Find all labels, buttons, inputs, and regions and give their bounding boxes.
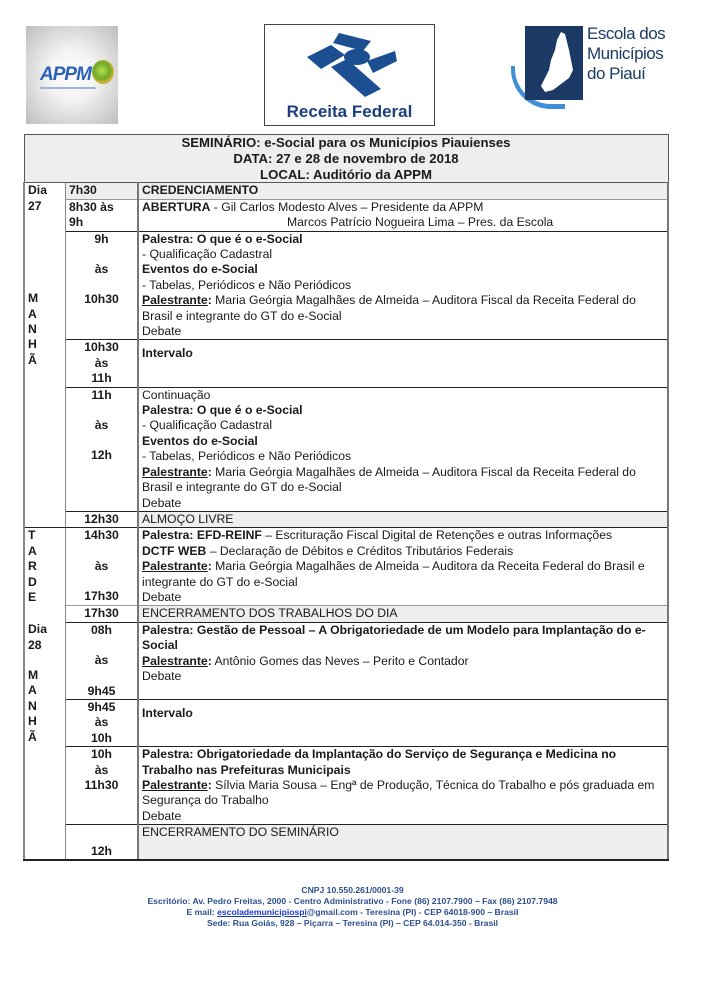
seminar-date: DATA: 27 e 28 de novembro de 2018 xyxy=(233,150,459,166)
time-cell: 12h xyxy=(66,825,139,861)
speaker-text: Maria Geórgia Magalhães de Almeida – Auditora da Receita Federal do Brasil e integrante do GT do e-Social xyxy=(142,559,645,589)
day-number-text: 28 xyxy=(28,637,42,652)
table-row-palestra xyxy=(24,747,668,825)
time-end: 10h xyxy=(90,730,112,745)
escola-logo-line: Municípios xyxy=(587,44,664,63)
activity-cell: ALMOÇO LIVRE xyxy=(138,511,668,527)
time-start: 11h xyxy=(91,387,112,402)
palestra-title: Palestra: Gestão de Pessoal – A Obrigatoriedade de um Modelo para Implantação do e-Social xyxy=(142,622,646,653)
day-label-text: Dia xyxy=(28,183,47,198)
table-row-palestra xyxy=(24,387,668,511)
palestra-title: Palestra: EFD-REINF xyxy=(142,528,262,543)
continuation-text: Continuação xyxy=(142,387,211,402)
footer-contact xyxy=(0,885,705,929)
palestra-title: Palestra: O que é o e-Social xyxy=(142,403,303,418)
palestra-subtitle: Eventos do e-Social xyxy=(142,262,258,277)
time-cell: 17h30 xyxy=(66,606,139,622)
piaui-map-icon xyxy=(531,30,579,96)
time-cell: 12h30 xyxy=(66,511,139,527)
receita-federal-logo xyxy=(264,24,435,126)
debate-text: Debate xyxy=(142,324,182,339)
debate-text: Debate xyxy=(142,589,182,604)
table-row-encerramento-dia xyxy=(24,606,668,622)
period-letter: M xyxy=(28,668,39,683)
period-letter: H xyxy=(28,714,37,729)
period-letter: N xyxy=(28,321,37,336)
time-start: 08h xyxy=(90,622,112,637)
day-cell-empty xyxy=(24,511,66,527)
time-cell xyxy=(66,387,139,511)
time-cell xyxy=(66,622,139,699)
period-letter: Ã xyxy=(28,352,37,367)
appm-emblem-icon xyxy=(92,60,114,84)
time-separator: às xyxy=(94,355,109,370)
appm-logo xyxy=(26,26,118,124)
time-cell xyxy=(66,699,139,746)
schedule-header-row xyxy=(24,135,668,183)
palestra-title: Palestra: Obrigatoriedade da Implantação do Serviço de Segurança e Medicina no Trabalho nas Prefeituras Municipais xyxy=(142,747,617,777)
activity-cell: ENCERRAMENTO DO SEMINÁRIO xyxy=(138,825,668,861)
footer-cnpj: CNPJ 10.550.261/0001-39 xyxy=(301,885,404,895)
seminar-location: LOCAL: Auditório da APPM xyxy=(260,166,432,182)
day-28-label xyxy=(24,622,66,860)
debate-text: Debate xyxy=(142,668,182,683)
activity-cell: Intervalo xyxy=(138,340,668,387)
time-separator: às xyxy=(94,715,109,730)
speaker-text: Maria Geórgia Magalhães de Almeida – Auditora Fiscal da Receita Federal do Brasil e integrante do GT do e-Social xyxy=(142,464,636,495)
debate-text: Debate xyxy=(142,495,182,510)
escola-logo-line: do Piauí xyxy=(587,64,646,83)
period-letter: A xyxy=(28,683,37,698)
palestra-title: Palestra: O que é o e-Social xyxy=(142,231,303,246)
time-end: 10h30 xyxy=(84,292,119,307)
palestra-item: - Tabelas, Periódicos e Não Periódicos xyxy=(142,449,352,464)
period-letter: N xyxy=(28,698,37,713)
period-letter: A xyxy=(28,543,37,558)
period-letter: T xyxy=(28,528,36,543)
time-end: 11h30 xyxy=(84,778,119,793)
time-cell xyxy=(66,528,139,606)
seminar-title: SEMINÁRIO: e-Social para os Municípios Piauienses xyxy=(181,135,511,150)
activity-cell: CREDENCIAMENTO xyxy=(138,183,668,199)
speaker-label: Palestrante xyxy=(142,778,208,793)
footer-headquarters-address: Sede: Rua Goiás, 928 – Piçarra – Teresina (PI) – CEP 64.014-350 - Brasil xyxy=(206,918,499,928)
day-label-text: Dia xyxy=(28,622,47,637)
speaker-label: Palestrante xyxy=(142,293,208,308)
time-separator: às xyxy=(94,653,109,668)
table-row-palestra xyxy=(24,622,668,699)
escola-municipios-logo xyxy=(509,24,666,116)
abertura-speaker-1: - Gil Carlos Modesto Alves – Presidente da APPM xyxy=(210,199,484,214)
table-row-intervalo xyxy=(24,699,668,746)
palestra-item: - Qualificação Cadastral xyxy=(142,418,273,433)
abertura-speaker-2: Marcos Patrício Nogueira Lima – Pres. da Escola xyxy=(287,215,554,230)
escola-logo-text xyxy=(587,24,665,84)
activity-cell: Palestra: EFD-REINF – Escrituração Fiscal Digital de Retenções e outras Informações DCTF WEB – Declaração de Débitos e Créditos Tributários Federais Palestrante: Maria Geórgia Magalhães de Almeida – Auditora da Receita Federal do Brasil e integrante do GT do e-Social Debate xyxy=(138,528,668,606)
palestra-item: - Tabelas, Periódicos e Não Periódicos xyxy=(142,277,352,292)
speaker-label: Palestrante xyxy=(142,464,208,479)
table-row-credenciamento xyxy=(24,183,668,199)
time-separator: às xyxy=(94,558,109,573)
table-row-intervalo xyxy=(24,340,668,387)
receita-federal-logo-text: Receita Federal xyxy=(286,102,413,121)
time-start: 10h xyxy=(90,747,112,762)
time-end: 9h45 xyxy=(87,683,116,698)
table-row-encerramento-seminario xyxy=(24,825,668,861)
period-letter: A xyxy=(28,306,37,321)
time-start: 9h45 xyxy=(87,699,116,714)
speaker-label: Palestrante xyxy=(142,559,208,574)
palestra-subtitle: Eventos do e-Social xyxy=(142,433,258,448)
email-link[interactable]: escolademunicipiospi xyxy=(217,907,307,917)
time-start: 14h30 xyxy=(84,528,119,543)
period-letter: E xyxy=(28,589,37,604)
palestra-item: - Qualificação Cadastral xyxy=(142,247,273,262)
activity-cell xyxy=(138,199,668,231)
appm-logo-text: APPM xyxy=(40,64,91,85)
abertura-label: ABERTURA xyxy=(142,199,211,214)
palestra-subtitle: DCTF WEB xyxy=(142,543,207,558)
time-cell xyxy=(66,231,139,340)
time-start: 9h xyxy=(94,231,109,246)
table-row-almoco xyxy=(24,511,668,527)
table-row-palestra xyxy=(24,528,668,606)
period-manha-label xyxy=(24,231,66,511)
speaker-label: Palestrante xyxy=(142,653,208,668)
footer-email-line xyxy=(0,907,705,918)
period-letter: R xyxy=(28,559,37,574)
day-number-text: 27 xyxy=(28,198,42,213)
schedule-table xyxy=(23,134,669,861)
period-letter: Ã xyxy=(28,729,37,744)
receita-federal-emblem-icon xyxy=(301,31,401,97)
period-letter: D xyxy=(28,574,37,589)
period-letter: H xyxy=(28,337,37,352)
escola-logo-line: Escola dos xyxy=(587,24,666,43)
time-separator: às xyxy=(94,418,109,433)
time-cell xyxy=(66,199,139,231)
time-end: 11h xyxy=(91,371,112,386)
time-cell: 7h30 xyxy=(66,183,139,199)
time-cell xyxy=(66,340,139,387)
time-end: 12h xyxy=(90,448,112,463)
time-separator: às xyxy=(94,762,109,777)
appm-tagline-decoration xyxy=(40,87,96,89)
time-cell xyxy=(66,747,139,825)
activity-cell: Palestra: Obrigatoriedade da Implantação do Serviço de Segurança e Medicina no Trabalho nas Prefeituras Municipais Palestrante: Sílvia Maria Sousa – Engª de Produção, Técnica do Trabalho e pós graduada em Segurança do Trabalho Debate xyxy=(138,747,668,825)
time-start: 10h30 xyxy=(84,340,119,355)
table-row-palestra xyxy=(24,231,668,340)
activity-cell: Palestra: O que é o e-Social - Qualificação Cadastral Eventos do e-Social - Tabelas, Periódicos e Não Periódicos Palestrante: Maria Geórgia Magalhães de Almeida – Auditora Fiscal da Receita Federal do Brasil e integrante do GT do e-Social Debate xyxy=(138,231,668,340)
activity-cell: Continuação Palestra: O que é o e-Social - Qualificação Cadastral Eventos do e-Social - Tabelas, Periódicos e Não Periódicos Palestrante: Maria Geórgia Magalhães de Almeida – Auditora Fiscal da Receita Federal do Brasil e integrante do GT do e-Social Debate xyxy=(138,387,668,511)
palestra-description: – Declaração de Débitos e Créditos Tributários Federais xyxy=(206,543,514,558)
palestra-description: – Escrituração Fiscal Digital de Retenções e outras Informações xyxy=(261,528,613,543)
schedule-header xyxy=(24,135,668,183)
activity-cell: Palestra: Gestão de Pessoal – A Obrigatoriedade de um Modelo para Implantação do e-Social Palestrante: Antônio Gomes das Neves – Perito e Contador Debate xyxy=(138,622,668,699)
email-suffix: @gmail.com - Teresina (PI) - CEP 64018-900 – Brasil xyxy=(306,907,519,917)
activity-cell: Intervalo xyxy=(138,699,668,746)
period-tarde-label xyxy=(24,528,66,622)
speaker-text: Sílvia Maria Sousa – Engª de Produção, Técnica do Trabalho e pós graduada em Segurança do Trabalho xyxy=(142,778,655,808)
activity-cell: ENCERRAMENTO DOS TRABALHOS DO DIA xyxy=(138,606,668,622)
period-letter: M xyxy=(28,291,39,306)
time-separator: às xyxy=(94,262,109,277)
email-prefix: E mail: xyxy=(186,907,218,917)
debate-text: Debate xyxy=(142,808,182,823)
time-end: 9h xyxy=(69,215,84,230)
table-row-abertura xyxy=(24,199,668,231)
footer-office-address: Escritório: Av. Pedro Freitas, 2000 - Centro Administrativo - Fone (86) 2107.7900 – Fax (86) 2107.7948 xyxy=(147,896,558,906)
time-end: 17h30 xyxy=(84,589,119,604)
time-start: 8h30 às xyxy=(69,199,114,214)
speaker-text: Maria Geórgia Magalhães de Almeida – Auditora Fiscal da Receita Federal do Brasil e integrante do GT do e-Social xyxy=(142,293,636,323)
speaker-text: Antônio Gomes das Neves – Perito e Contador xyxy=(211,653,469,668)
day-27-label xyxy=(24,183,66,231)
